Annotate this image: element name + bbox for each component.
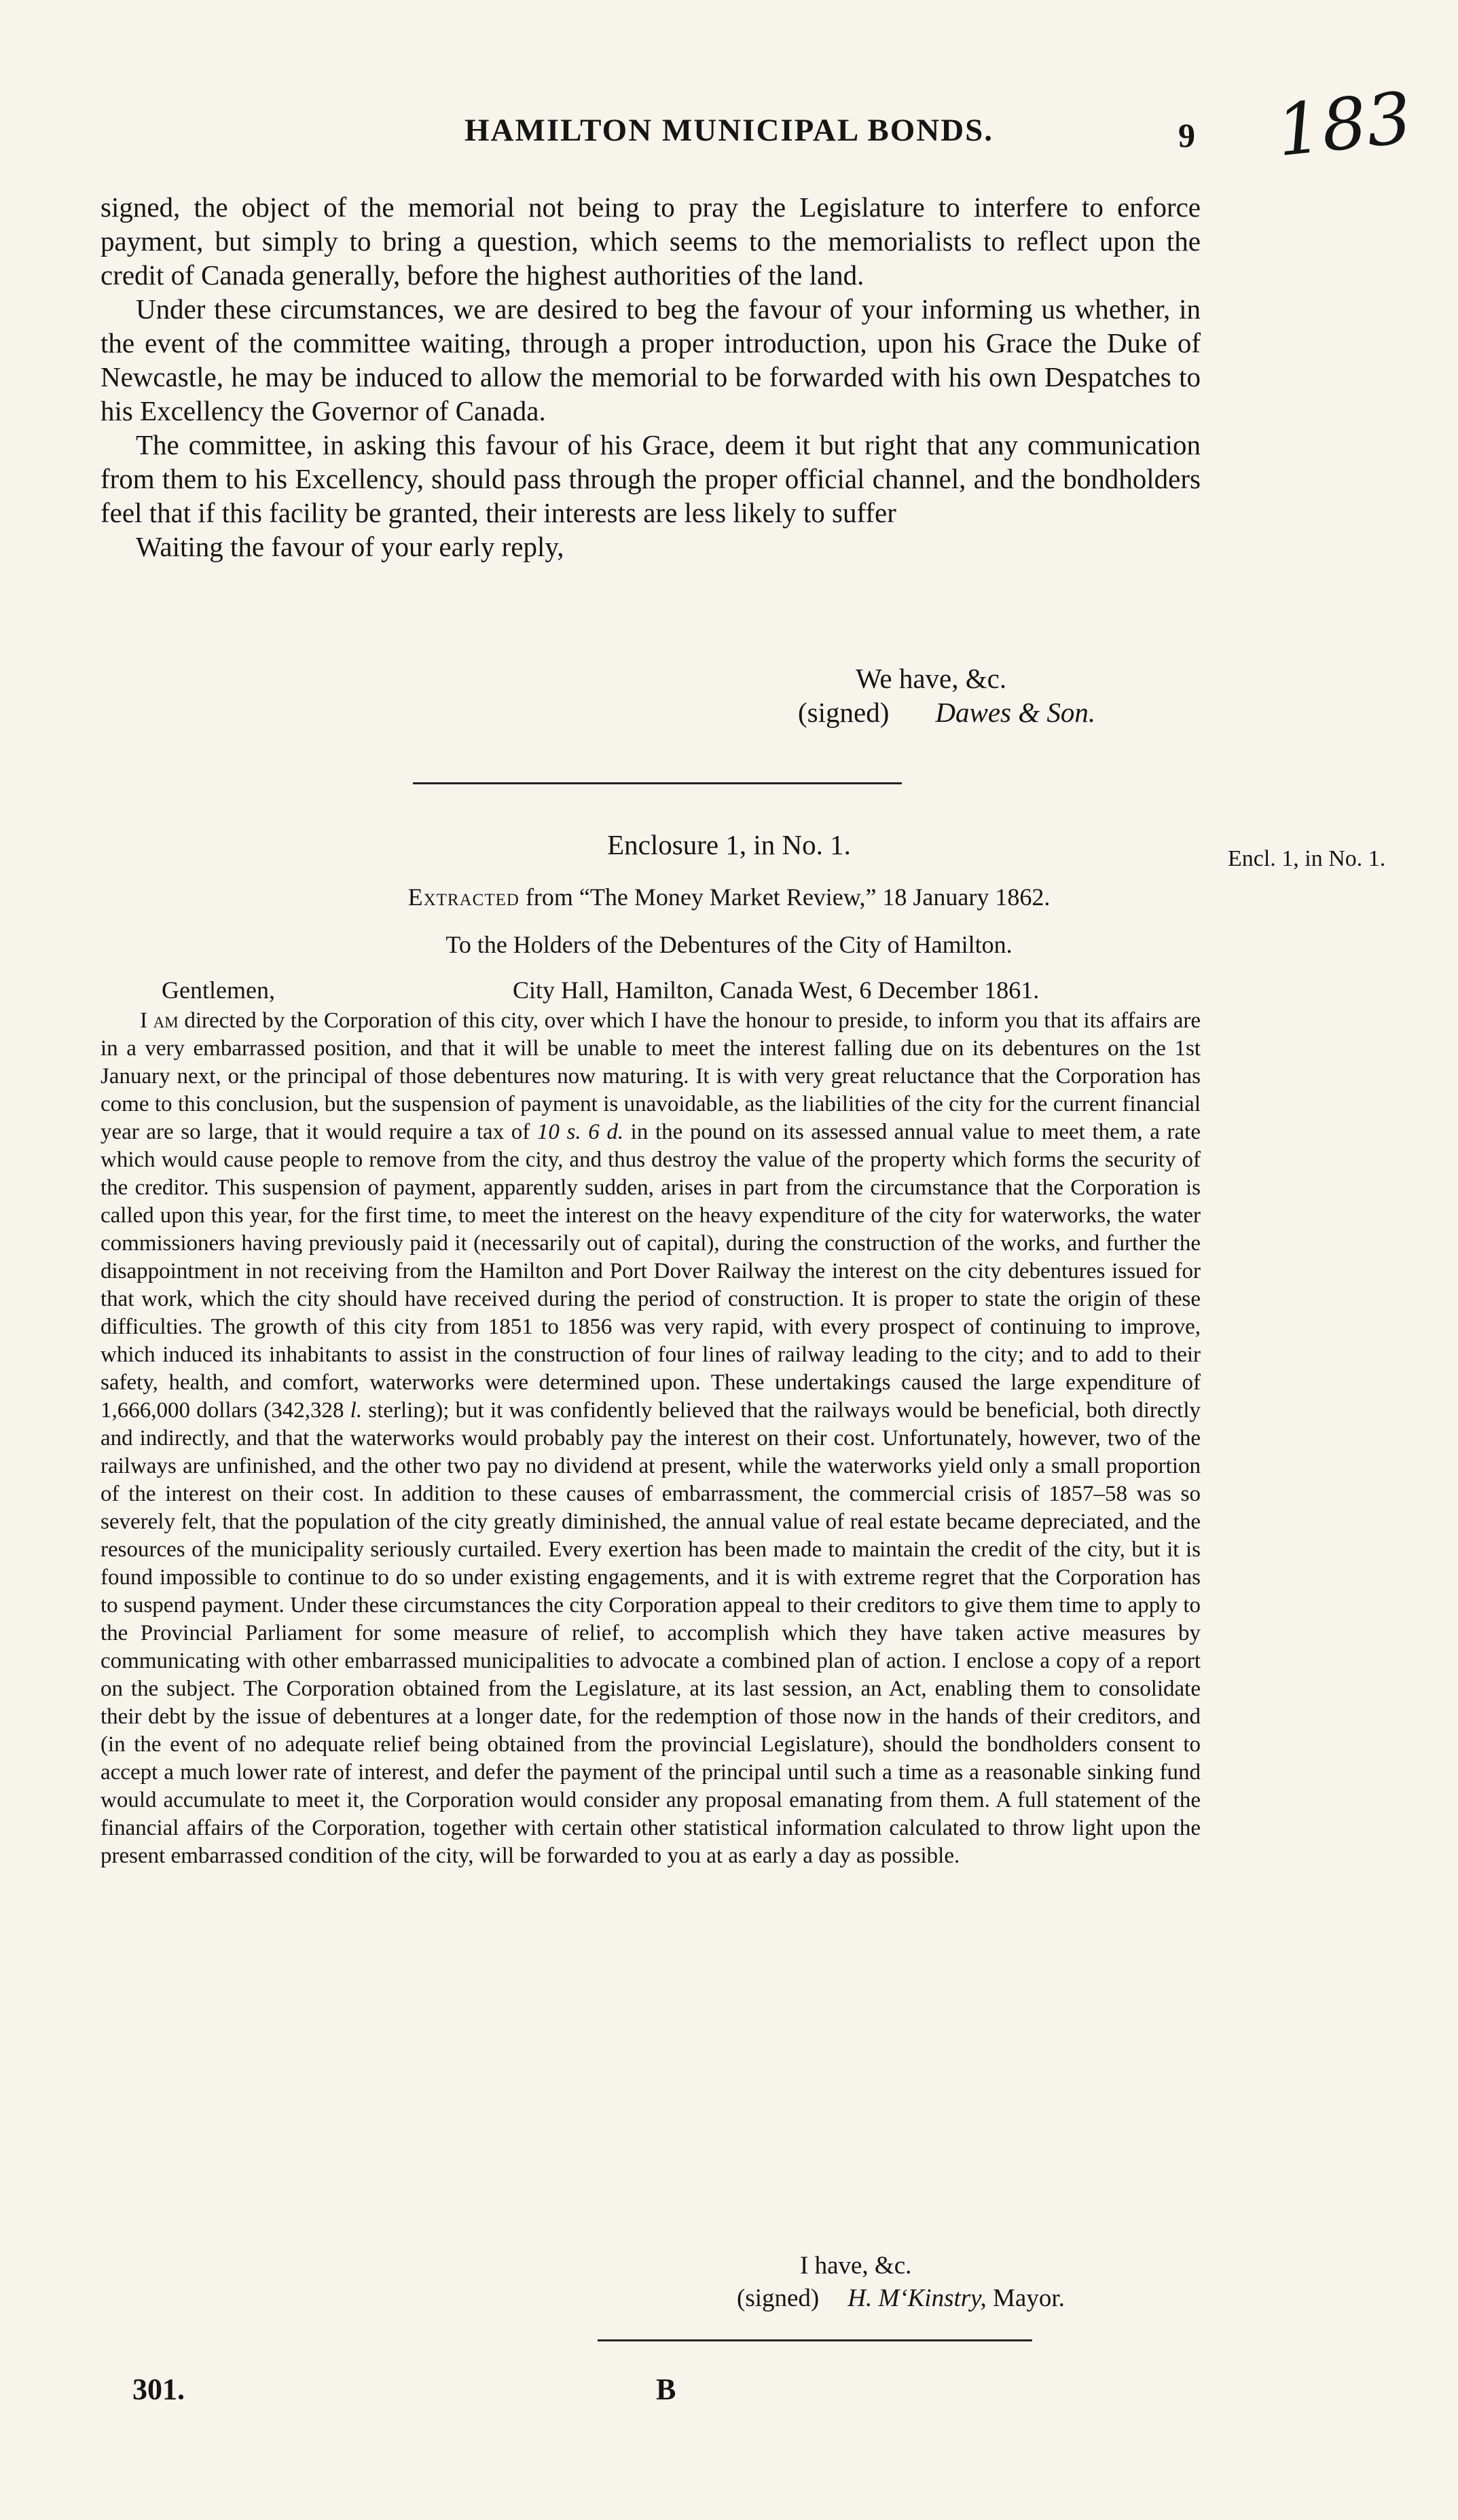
section-divider <box>413 782 902 784</box>
tax-amount: 10 s. 6 d. <box>536 1120 624 1144</box>
addressee-line: To the Holders of the Debentures of the City of Hamilton. <box>445 931 1013 958</box>
enclosure-paragraph <box>101 1007 1201 1870</box>
footer-divider <box>598 2339 1032 2341</box>
enclosure-closing: I have, &c. <box>800 2252 912 2280</box>
letter-paragraph: Under these circumstances, we are desired to beg the favour of your informing us whether, in the event of the committee waiting, through a proper introduction, upon his Grace the Duke of Newcastle, he may be induced to allow the memorial to be forwarded with his own Despatches to his Excellency the Governor of Canada. <box>101 293 1201 426</box>
margin-note: Encl. 1, in No. 1. <box>1228 846 1386 871</box>
body-text-c: sterling); but it was confidently believed that the railways would be beneficial, both directly and indirectly, and that the waterworks would probably pay the interest on their cost. Unfortunately, however, two of the railways are unfinished, and the other two pay no dividend at present, while the waterworks yield only a small proportion of the interest on their cost. In addition to these causes of embarrassment, the commercial crisis of 1857–58 was so severely felt, that the population of the city greatly diminished, the annual value of real estate became depreciated, and the resources of the municipality seriously curtailed. Every exertion has been made to maintain the credit of the city, but it is found impossible to continue to do so under existing engagements, and it is with extreme regret that the Corporation has to suspend payment. Under these circumstances the city Corporation appeal to their creditors to give them time to apply to the Provincial Parliament for some measure of relief, to accomplish which they have taken active measures by communicating with other embarrassed municipalities to advocate a combined plan of action. I enclose a copy of a report on the subject. The Corporation obtained from the Legislature, at its last session, an Act, enabling them to consolidate their debt by the issue of debentures at a longer date, for the redemption of those now in the hands of their creditors, and (in the event of no adequate relief being obtained from the provincial Legislature), should the bondholders consent to accept a much lower rate of interest, and defer the payment of the principal until such a time as a reasonable sinking fund would accumulate to meet it, the Corporation would consider any proposal emanating from them. A full statement of the financial affairs of the Corporation, together with certain other statistical information calculated to throw light upon the present embarrassed condition of the city, will be forwarded to you at as early a day as possible. <box>101 1398 1201 1868</box>
signed-label: (signed) <box>737 2284 820 2312</box>
letter-paragraph: signed, the object of the memorial not being to pray the Legislature to interfere to enforce payment, but simply to bring a question, which seems to the memorialists to reflect upon the credit of Canada generally, before the highest authorities of the land. <box>101 191 1201 291</box>
handwritten-folio-number: 183 <box>1273 75 1416 173</box>
letter-closing: We have, &c. <box>856 663 1007 694</box>
extracted-word: Extracted <box>407 883 520 911</box>
pound-symbol: l. <box>350 1398 363 1423</box>
page-number: 9 <box>1178 116 1195 154</box>
letter-body <box>101 190 1201 564</box>
letter-paragraph: Waiting the favour of your early reply, <box>136 531 564 562</box>
signatory-title: Mayor. <box>993 2284 1065 2312</box>
opening-words: I am <box>140 1008 179 1033</box>
signatory-name: Dawes & Son. <box>935 697 1096 728</box>
letter-paragraph: The committee, in asking this favour of his Grace, deem it but right that any communication from them to his Excellency, should pass through the proper official channel, and the bondholders feel that if this facility be granted, their interests are less likely to suffer <box>101 429 1201 528</box>
letter-signature <box>798 696 1095 729</box>
place-date: City Hall, Hamilton, Canada West, 6 December 1861. <box>513 976 1040 1004</box>
salutation: Gentlemen, <box>162 976 275 1004</box>
source-line <box>0 883 1458 911</box>
source-citation: from “The Money Market Review,” 18 January 1862. <box>525 883 1051 911</box>
enclosure-body <box>101 1007 1201 1870</box>
enclosure-signature <box>737 2284 1065 2313</box>
signed-label: (signed) <box>798 697 890 728</box>
running-title: HAMILTON MUNICIPAL BONDS. <box>464 113 994 148</box>
signature-mark: B <box>656 2373 676 2406</box>
enclosure-title: Enclosure 1, in No. 1. <box>607 829 851 860</box>
body-text-a: directed by the Corporation of this city, over which I have the honour to preside, to inform you that its affairs are in a very embarrassed position, and that it will be unable to meet the interest falling due on its debentures on the 1st January next, or the principal of those debentures now maturing. It is with very great reluctance that the Corporation has come to this conclusion, but the suspension of payment is unavoidable, as the liabilities of the city for the current financial year are so large, that it would require a tax of <box>101 1008 1201 1144</box>
signatory-name: H. M‘Kinstry, <box>848 2284 987 2312</box>
document-number: 301. <box>132 2373 185 2406</box>
body-text-b: in the pound on its assessed annual value to meet them, a rate which would cause people to remove from the city, and thus destroy the value of the property which forms the security of the creditor. This suspension of payment, apparently sudden, arises in part from the circumstance that the Corporation is called upon this year, for the first time, to meet the interest on the heavy expenditure of the city for waterworks, the water commissioners having previously paid it (necessarily out of capital), during the construction of the works, and further the disappointment in not receiving from the Hamilton and Port Dover Railway the interest on the city debentures issued for that work, which the city should have received during the period of construction. It is proper to state the origin of these difficulties. The growth of this city from 1851 to 1856 was very rapid, with every prospect of continuing to improve, which induced its inhabitants to assist in the construction of four lines of railway leading to the city; and to add to their safety, health, and comfort, waterworks were determined upon. These undertakings caused the large expenditure of 1,666,000 dollars (342,328 <box>101 1120 1201 1423</box>
